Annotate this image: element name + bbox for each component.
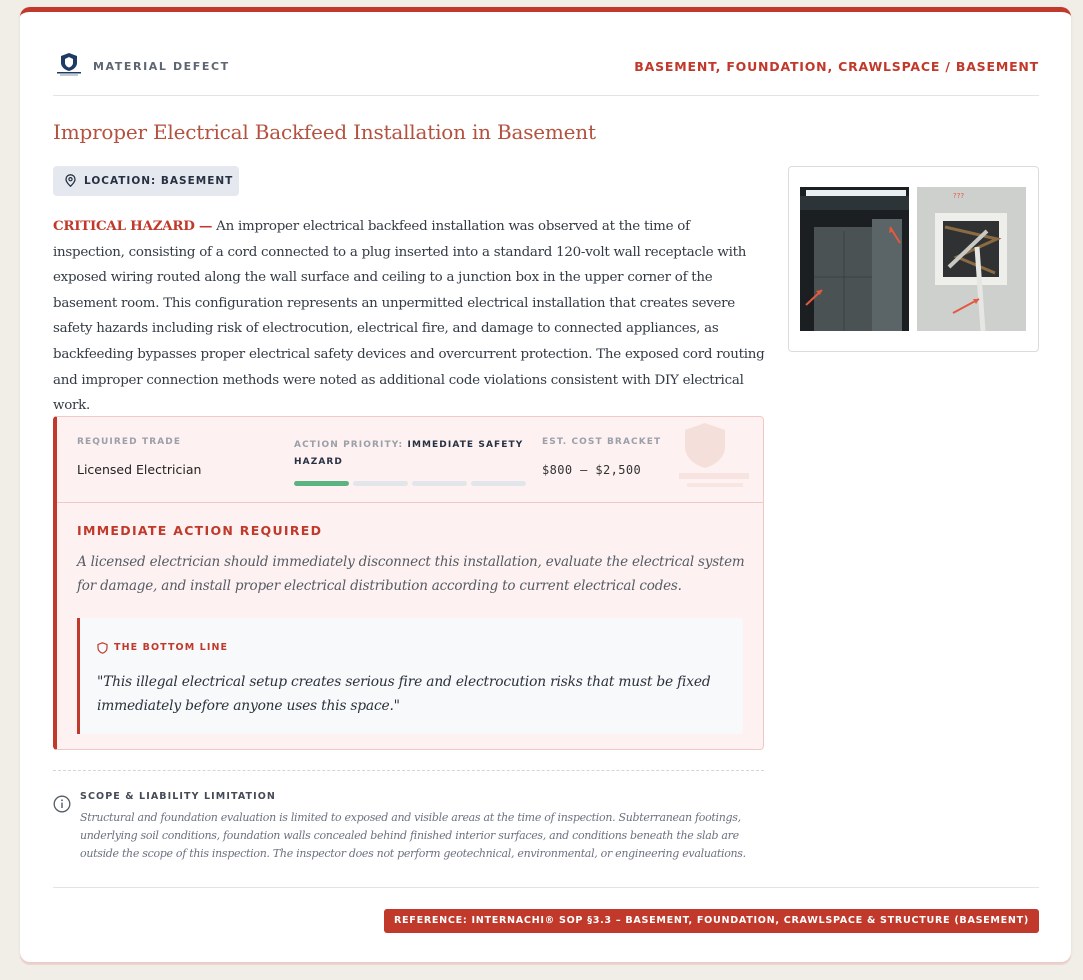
bottom-line-label <box>97 642 228 653</box>
photo-thumbnail-2[interactable] <box>917 187 1026 331</box>
action-required-heading: IMMEDIATE ACTION REQUIRED <box>77 523 323 538</box>
action-summary-bar <box>57 417 763 503</box>
bottom-line-box <box>77 618 743 734</box>
priority-label-text: ACTION PRIORITY: <box>294 440 404 450</box>
priority-segment <box>471 481 526 486</box>
location-text: LOCATION: BASEMENT <box>84 175 234 187</box>
priority-segment <box>353 481 408 486</box>
description-text: An improper electrical backfeed installation was observed at the time of inspection, consisting of a cord connected to a plug inserted into a standard 120-volt wall receptacle with exposed wiring routed along the wall surface and ceiling to a junction box in the upper corner of the basement room. This configuration represents an unpermitted electrical installation that creates severe safety hazards including risk of electrocution, electrical fire, and damage to connected appliances, as backfeeding bypasses proper electrical safety devices and overcurrent protection. The exposed cord routing and improper connection methods were noted as additional code violations consistent with DIY electrical work. <box>53 219 765 414</box>
hazard-label: CRITICAL HAZARD — <box>53 218 213 234</box>
priority-label <box>294 437 529 471</box>
defect-title: Improper Electrical Backfeed Installation in Basement <box>53 120 596 144</box>
photo-thumbnail-1[interactable] <box>800 187 909 331</box>
category-label: MATERIAL DEFECT <box>93 60 230 73</box>
cost-value: $800 – $2,500 <box>542 463 642 477</box>
priority-value: IMMEDIATE SAFETY HAZARD <box>294 440 524 467</box>
reference-badge[interactable]: REFERENCE: INTERNACHI® SOP §3.3 – BASEMENT, FOUNDATION, CRAWLSPACE & STRUCTURE (BASEMENT) <box>384 909 1039 933</box>
defect-card <box>20 7 1071 962</box>
bottom-line-label-text: THE BOTTOM LINE <box>114 642 229 653</box>
footer-divider <box>53 887 1039 888</box>
photo-annotation: ??? <box>953 192 965 200</box>
priority-meter <box>294 481 527 486</box>
info-icon <box>53 795 71 813</box>
defect-description <box>53 214 765 419</box>
map-pin-icon <box>65 174 76 187</box>
priority-segment <box>294 481 349 486</box>
action-box <box>53 416 764 750</box>
scope-text: Structural and foundation evaluation is limited to exposed and visible areas at the time of inspection. Subterranean footings, underlying soil conditions, foundation walls concealed behind finished interior surfaces, and conditions beneath the slab are outside the scope of this inspection. The inspector does not perform geotechnical, environmental, or engineering evaluations. <box>80 811 746 860</box>
section-breadcrumb: BASEMENT, FOUNDATION, CRAWLSPACE / BASEMENT <box>634 59 1039 74</box>
shield-logo-icon <box>55 52 83 76</box>
trade-label: REQUIRED TRADE <box>77 437 182 447</box>
scope-limitation <box>53 770 764 870</box>
shield-icon <box>97 642 108 654</box>
location-badge <box>53 166 239 196</box>
card-header <box>53 50 1039 96</box>
action-required-text: A licensed electrician should immediately disconnect this installation, evaluate the electrical system for damage, and install proper electrical distribution according to current electrical codes. <box>77 554 745 594</box>
priority-segment <box>412 481 467 486</box>
scope-label: SCOPE & LIABILITY LIMITATION <box>80 791 276 802</box>
watermark-shield-icon <box>671 417 751 497</box>
photo-gallery <box>788 166 1039 352</box>
cost-label: EST. COST BRACKET <box>542 437 662 447</box>
trade-value: Licensed Electrician <box>77 462 202 477</box>
bottom-line-quote: "This illegal electrical setup creates serious fire and electrocution risks that must be fixed immediately before anyone uses this space." <box>97 674 711 714</box>
